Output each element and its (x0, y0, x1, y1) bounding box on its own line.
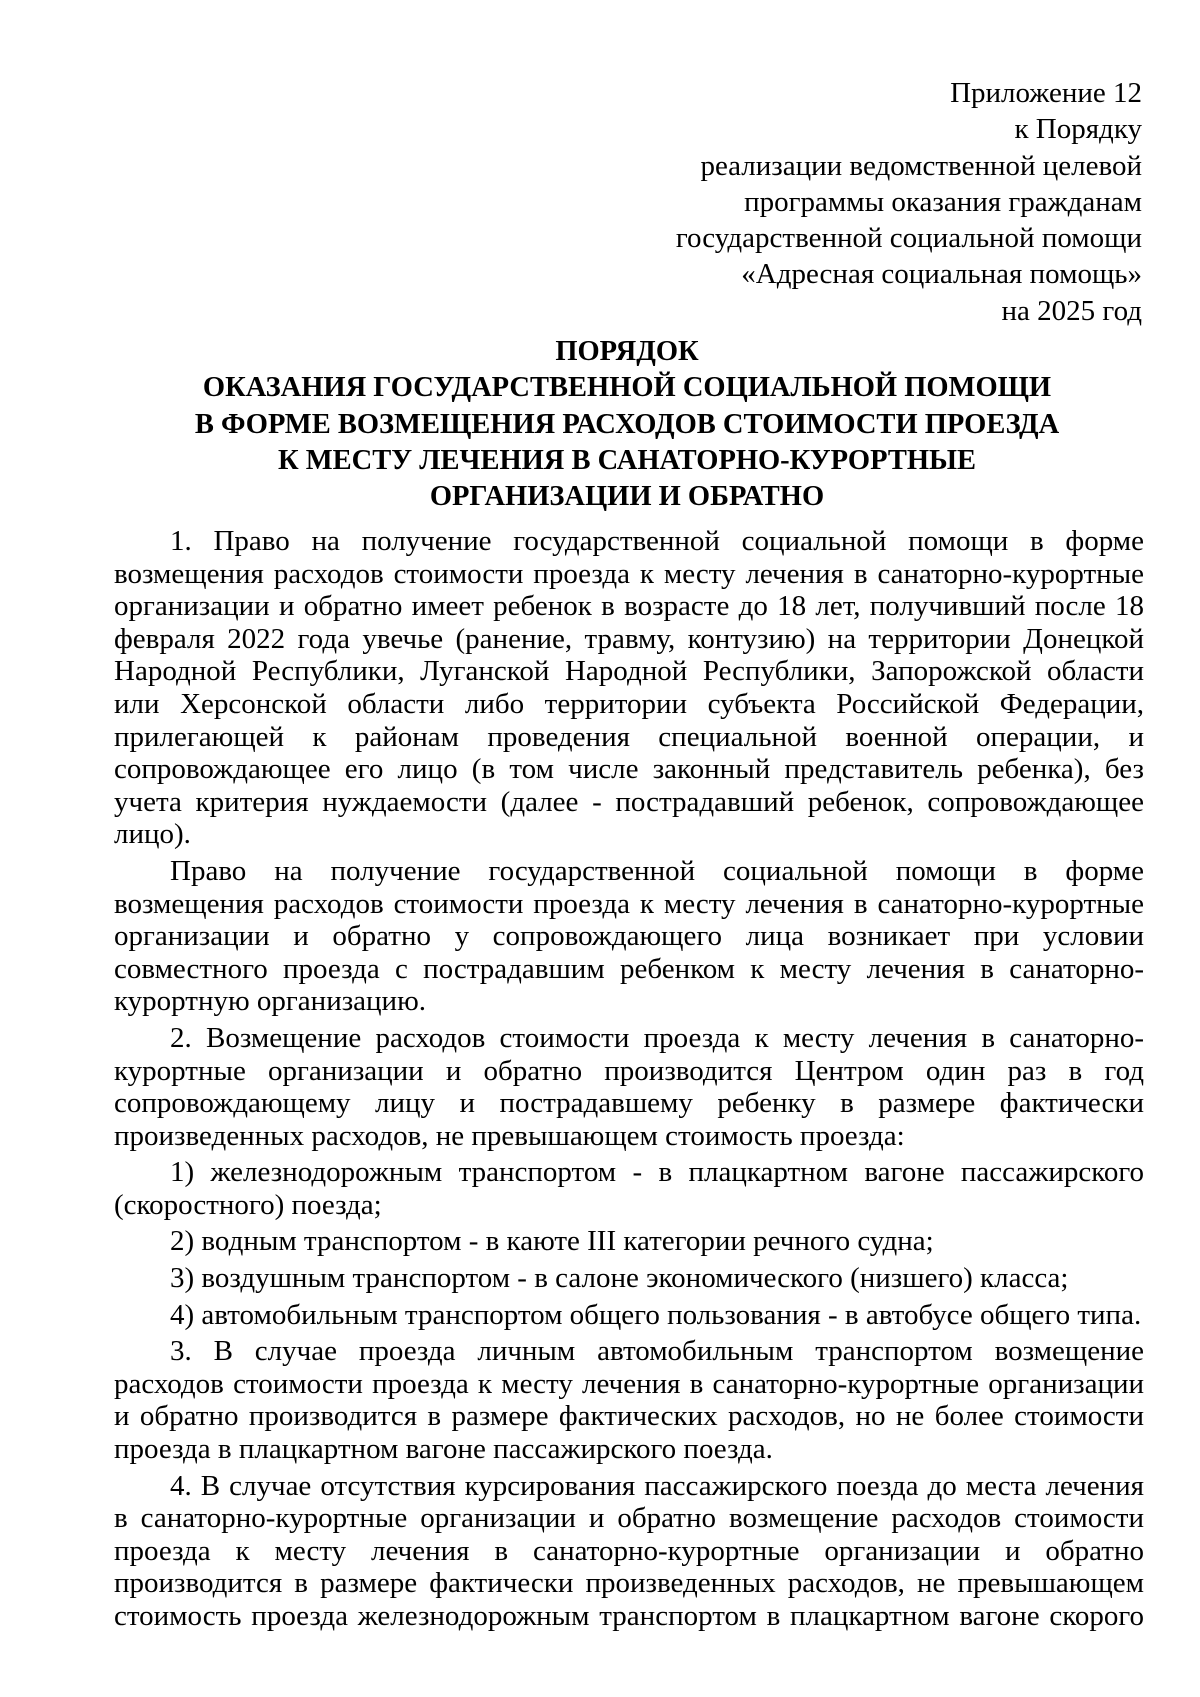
paragraph: 2. Возмещение расходов стоимости проезда к месту лечения в санаторно-курортные организации и обратно производится Центром один раз в год сопровождающему лицу и пострадавшему ребенку в размере фактически произведенных расходов, не превышающем стоимость проезда: (114, 1021, 1144, 1152)
title-line: ОКАЗАНИЯ ГОСУДАРСТВЕННОЙ СОЦИАЛЬНОЙ ПОМОЩИ (202, 372, 1052, 404)
title-line: ОРГАНИЗАЦИИ И ОБРАТНО (429, 481, 825, 513)
title-line: В ФОРМЕ ВОЗМЕЩЕНИЯ РАСХОДОВ СТОИМОСТИ ПРОЕЗДА (194, 408, 1060, 440)
paragraph: 3) воздушным транспортом - в салоне экономического (низшего) класса; (170, 1262, 1069, 1295)
paragraph: 4) автомобильным транспортом общего пользования - в автобусе общего типа. (170, 1298, 1142, 1331)
paragraph: 4. В случае отсутствия курсирования пассажирского поезда до места лечения в санаторно-курортные организации и обратно возмещение расходов стоимости проезда к месту лечения в санаторно-курортные организации и обратно производится в размере фактически произведенных расходов, не превышающем стоимость проезда железнодорожным транспортом в плацкартном вагоне скорого (114, 1469, 1144, 1632)
appendix-line: Приложение 12 (950, 77, 1142, 109)
document-title (112, 334, 1142, 515)
appendix-line: государственной социальной помощи (675, 222, 1142, 255)
title-line: К МЕСТУ ЛЕЧЕНИЯ В САНАТОРНО-КУРОРТНЫЕ (277, 444, 977, 476)
paragraph: 1. Право на получение государственной социальной помощи в форме возмещения расходов стоимости проезда к месту лечения в санаторно-курортные организации и обратно имеет ребенок в возрасте до 18 лет, получивший после 18 февраля 2022 года увечье (ранение, травму, контузию) на территории Донецкой Народной Республики, Луганской Народной Республики, Запорожской области или Херсонской области либо территории субъекта Российской Федерации, прилегающей к районам проведения специальной военной операции, и сопровождающее его лицо (в том числе законный представитель ребенка), без учета критерия нуждаемости (далее - пострадавший ребенок, сопровождающее лицо). (114, 525, 1144, 851)
appendix-line: программы оказания гражданам (744, 185, 1142, 218)
document-body (114, 525, 1144, 1636)
paragraph: 2) водным транспортом - в каюте III категории речного судна; (170, 1225, 934, 1258)
appendix-line: реализации ведомственной целевой (700, 149, 1142, 182)
paragraph: 1) железнодорожным транспортом - в плацкартном вагоне пассажирского (скоростного) поезда; (114, 1156, 1144, 1221)
appendix-line: к Порядку (1014, 113, 1142, 146)
title-line: ПОРЯДОК (555, 336, 699, 367)
appendix-line: на 2025 год (1001, 294, 1142, 327)
appendix-line: «Адресная социальная помощь» (741, 258, 1142, 291)
paragraph: Право на получение государственной социальной помощи в форме возмещения расходов стоимости проезда к месту лечения в санаторно-курортные организации и обратно у сопровождающего лица возникает при условии совместного проезда с пострадавшим ребенком к месту лечения в санаторно-курортную организацию. (114, 854, 1144, 1018)
appendix-reference (542, 75, 1142, 329)
paragraph: 3. В случае проезда личным автомобильным транспортом возмещение расходов стоимости проезда к месту лечения в санаторно-курортные организации и обратно производится в размере фактических расходов, но не более стоимости проезда в плацкартном вагоне пассажирского поезда. (114, 1335, 1144, 1466)
